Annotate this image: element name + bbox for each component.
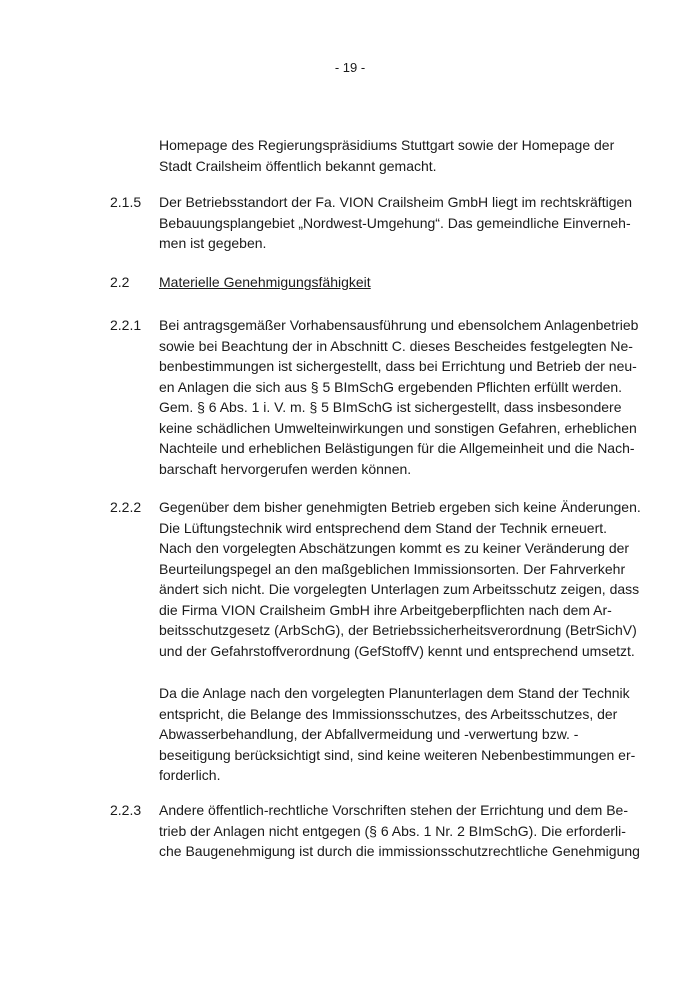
text-line: forderlich. [159, 767, 221, 783]
text-line: Gem. § 6 Abs. 1 i. V. m. § 5 BImSchG ist sichergestellt, dass insbesondere [159, 399, 622, 415]
section-number: 2.1.5 [110, 194, 142, 210]
text-line: ändert sich nicht. Die vorgelegten Unterlagen zum Arbeitsschutz zeigen, dass [159, 581, 640, 597]
text-line: Abwasserbehandlung, der Abfallvermeidung und -verwertung bzw. - [159, 726, 579, 742]
text-line: trieb der Anlagen nicht entgegen (§ 6 Abs. 1 Nr. 2 BImSchG). Die erforderli- [159, 822, 626, 839]
text-line: und der Gefahrstoffverordnung (GefStoffV) kennt und entsprechend umsetzt. [159, 642, 635, 659]
text-line: Stadt Crailsheim öffentlich bekannt gemacht. [159, 157, 437, 174]
text-line: benbestimmungen ist sichergestellt, dass bei Errichtung und Betrieb der neu- [159, 358, 637, 374]
page-number: - 19 - [334, 60, 366, 75]
text-line: Andere öffentlich-rechtliche Vorschriften stehen der Errichtung und dem Be- [159, 802, 628, 818]
text-line: Die Lüftungstechnik wird entsprechend dem Stand der Technik erneuert. [159, 519, 608, 536]
text-line: Bei antragsgemäßer Vorhabensausführung und ebensolchem Anlagenbetrieb [159, 317, 639, 333]
text-line: die Firma VION Crailsheim GmbH ihre Arbeitgeberpflichten nach dem Ar- [159, 601, 612, 618]
text-line: Beurteilungspegel an den maßgeblichen Immissionsorten. Der Fahrverkehr [159, 560, 626, 577]
section-heading: Materielle Genehmigungsfähigkeit [159, 274, 371, 290]
text-line: barschaft hervorgerufen werden können. [159, 460, 412, 477]
text-line: Homepage des Regierungspräsidiums Stuttgart sowie der Homepage der [159, 137, 615, 153]
text-line: beseitigung berücksichtigt sind, sind keine weiteren Nebenbestimmungen er- [159, 746, 636, 763]
text-line: che Baugenehmigung ist durch die immissionsschutzrechtliche Genehmigung [159, 843, 640, 859]
section-number: 2.2 [110, 274, 130, 290]
text-line: Nachteile und erheblichen Belästigungen für die Allgemeinheit und die Nach- [159, 440, 635, 456]
section-number: 2.2.2 [110, 499, 142, 515]
section-number: 2.2.3 [110, 802, 142, 818]
text-line: entspricht, die Belange des Immissionsschutzes, des Arbeitsschutzes, der [159, 705, 618, 722]
text-line: men ist gegeben. [159, 235, 267, 251]
section-number: 2.2.1 [110, 317, 142, 333]
text-line: en Anlagen die sich aus § 5 BImSchG ergebenden Pflichten erfüllt werden. [159, 378, 623, 395]
text-line: Gegenüber dem bisher genehmigten Betrieb ergeben sich keine Änderungen. [159, 499, 641, 515]
text-line: Da die Anlage nach den vorgelegten Planunterlagen dem Stand der Technik [159, 685, 630, 701]
text-line: Nach den vorgelegten Abschätzungen kommt es zu keiner Veränderung der [159, 540, 630, 556]
text-line: Der Betriebsstandort der Fa. VION Crailsheim GmbH liegt im rechtskräftigen [159, 194, 633, 210]
text-line: Bebauungsplangebiet „Nordwest-Umgehung“. Das gemeindliche Einverneh- [159, 214, 631, 231]
text-line: keine schädlichen Umwelteinwirkungen und sonstigen Gefahren, erheblichen [159, 419, 637, 436]
text-line: beitsschutzgesetz (ArbSchG), der Betriebssicherheitsverordnung (BetrSichV) [159, 622, 637, 638]
text-line: sowie bei Beachtung der in Abschnitt C. dieses Bescheides festgelegten Ne- [159, 337, 633, 354]
